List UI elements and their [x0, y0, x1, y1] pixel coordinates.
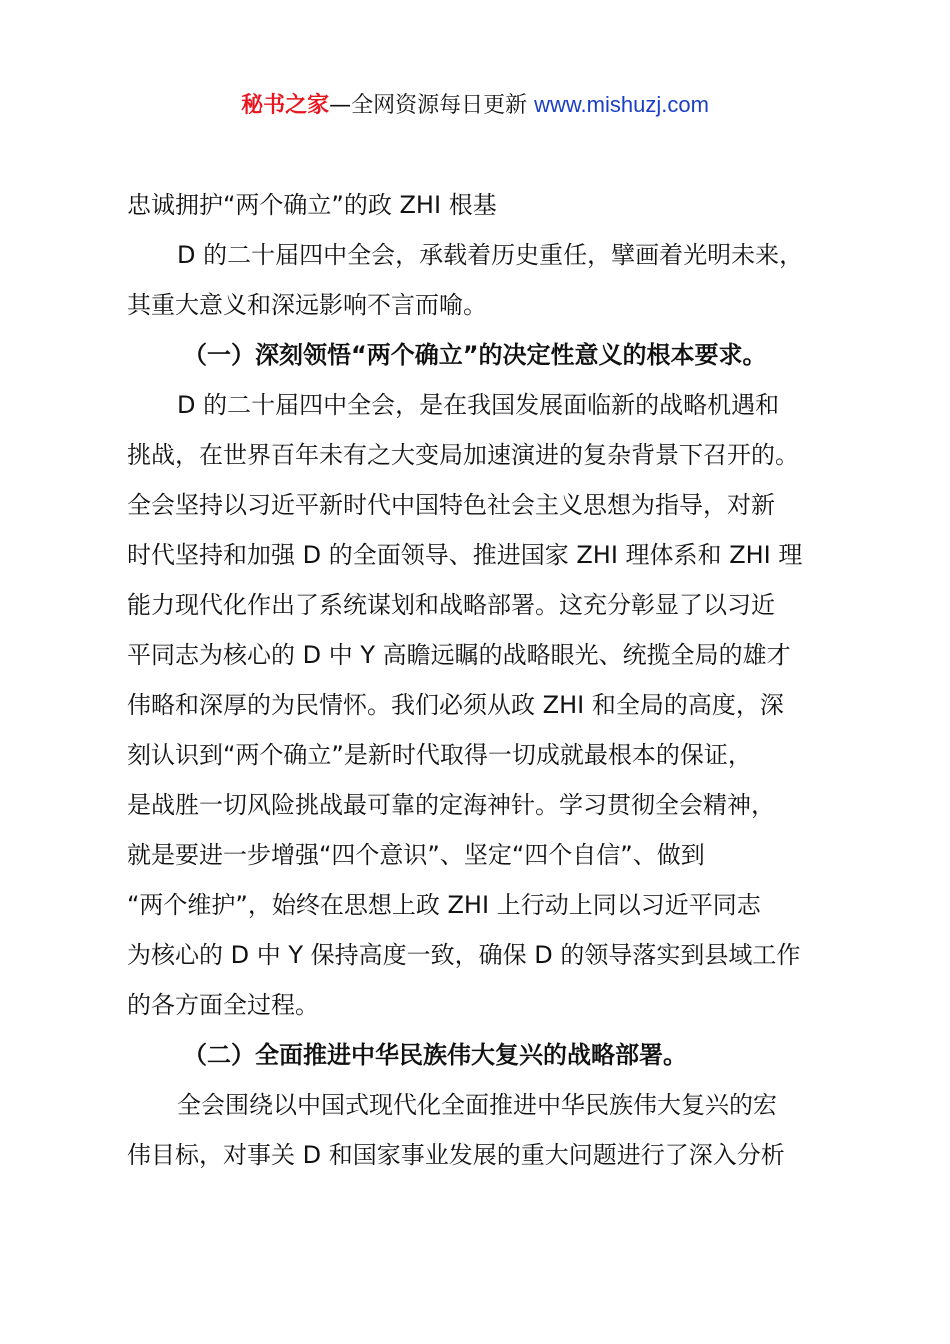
paragraph-line: 其重大意义和深远影响不言而喻。: [127, 291, 487, 319]
paragraph-line: 伟目标，对事关 D 和国家事业发展的重大问题进行了深入分析: [127, 1141, 785, 1169]
website-link[interactable]: www.mishuzj.com: [534, 92, 709, 117]
brand-name: 秘书之家: [241, 93, 330, 118]
paragraph-line: 的各方面全过程。: [127, 991, 319, 1019]
paragraph-line: 全会围绕以中国式现代化全面推进中华民族伟大复兴的宏: [177, 1091, 777, 1119]
subheading-2: （二）全面推进中华民族伟大复兴的战略部署。: [183, 1041, 687, 1069]
paragraph-line: “两个维护”，始终在思想上政 ZHI 上行动上同以习近平同志: [127, 891, 761, 919]
paragraph-line: 全会坚持以习近平新时代中国特色社会主义思想为指导，对新: [127, 491, 775, 519]
page-header: [0, 88, 950, 123]
paragraph-line: 能力现代化作出了系统谋划和战略部署。这充分彰显了以习近: [127, 591, 775, 619]
paragraph-line: D 的二十届四中全会，承载着历史重任，擘画着光明未来，: [177, 241, 804, 269]
paragraph-line: 刻认识到“两个确立”是新时代取得一切成就最根本的保证，: [127, 741, 752, 769]
paragraph-line: 就是要进一步增强“四个意识”、坚定“四个自信”、做到: [127, 841, 705, 869]
subheading-1: （一）深刻领悟“两个确立”的决定性意义的根本要求。: [183, 341, 767, 369]
paragraph-line: 为核心的 D 中 Y 保持高度一致，确保 D 的领导落实到县域工作: [127, 941, 801, 969]
document-body: [127, 180, 847, 1180]
paragraph-line: 伟略和深厚的为民情怀。我们必须从政 ZHI 和全局的高度，深: [127, 691, 784, 719]
paragraph-line: D 的二十届四中全会，是在我国发展面临新的战略机遇和: [177, 391, 780, 419]
paragraph-line: 挑战，在世界百年未有之大变局加速演进的复杂背景下召开的。: [127, 441, 799, 469]
paragraph-line: 时代坚持和加强 D 的全面领导、推进国家 ZHI 理体系和 ZHI 理: [127, 541, 803, 569]
header-tagline: —全网资源每日更新: [329, 93, 535, 118]
section-title: 忠诚拥护“两个确立”的政 ZHI 根基: [127, 191, 497, 219]
paragraph-line: 平同志为核心的 D 中 Y 高瞻远瞩的战略眼光、统揽全局的雄才: [127, 641, 791, 669]
paragraph-line: 是战胜一切风险挑战最可靠的定海神针。学习贯彻全会精神，: [127, 791, 775, 819]
